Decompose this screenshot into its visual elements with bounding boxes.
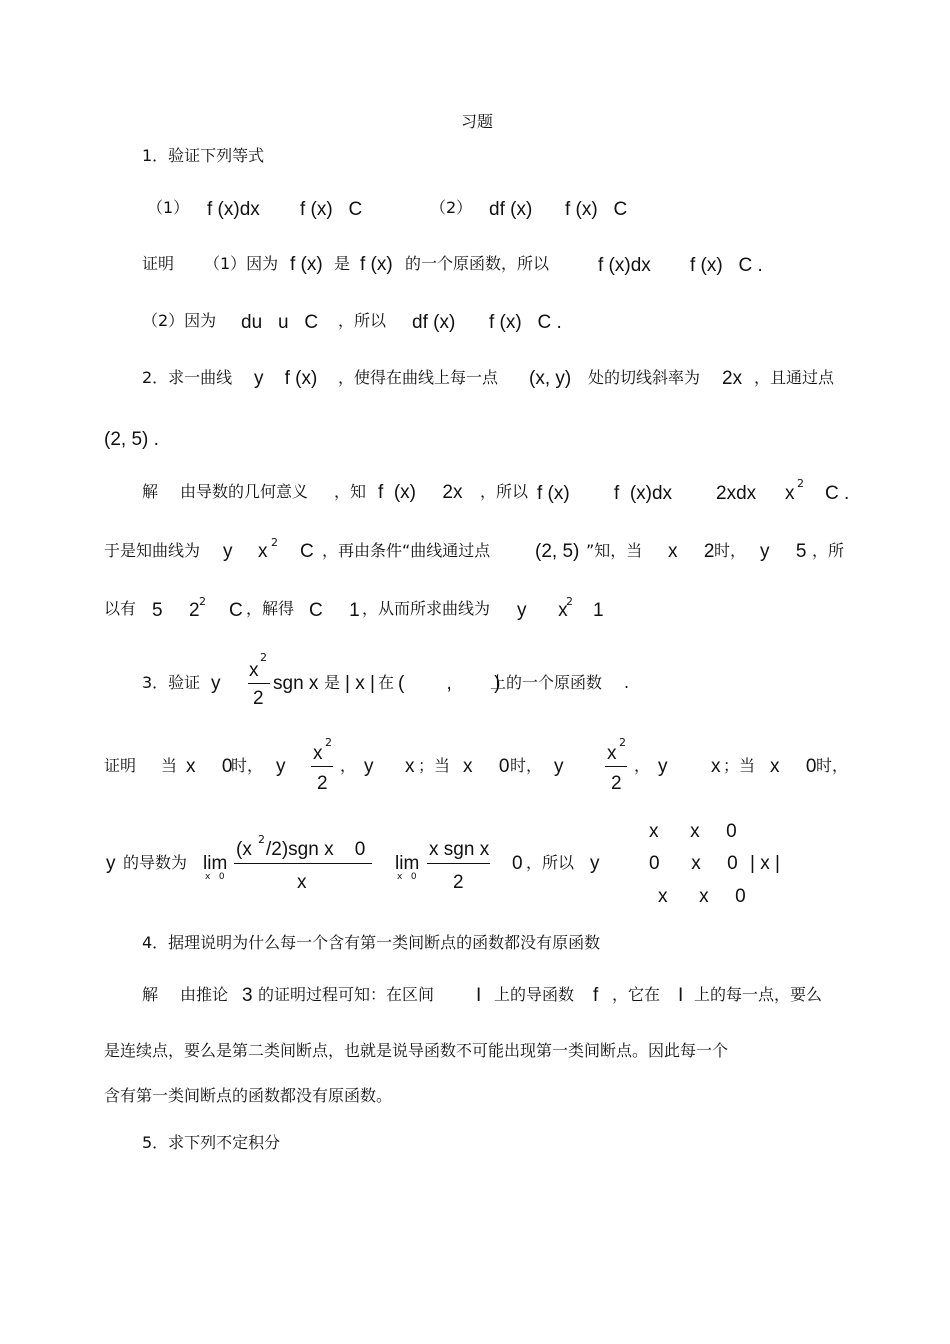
p2-s3-c-eq-1: C 1 xyxy=(309,600,360,621)
p1-part2-label: （2） xyxy=(430,198,473,217)
p1-part1-lhs: f (x)dx xyxy=(207,199,260,220)
p3-d-zero: 0 xyxy=(512,853,523,874)
p3-frac-denominator: 2 xyxy=(253,688,264,709)
p1-proof1-fx-b: f (x) xyxy=(360,254,393,275)
p3-d-y: y xyxy=(106,853,116,874)
p2-s3-text-f: ，从而所求曲线为 xyxy=(362,599,491,618)
p3-frac2-num: x sgn x xyxy=(429,839,490,860)
p4-l3: 含有第一类间断点的函数都没有原函数。 xyxy=(104,1086,393,1105)
p3-frac1-den: x xyxy=(297,872,307,893)
p3-c2-fraction-bar xyxy=(605,766,627,767)
p2-question-curve: y f (x) xyxy=(254,368,318,389)
p3-question-d: 在 xyxy=(378,673,395,692)
p2-s2-point: (2, 5) xyxy=(535,541,580,562)
p2-s2-text-a: 于是知曲线为 xyxy=(104,541,201,560)
p3-c1-d: ， xyxy=(340,756,357,775)
p2-s1-text-a: 由导数的几何意义 xyxy=(180,482,309,501)
p3-frac-numerator: x xyxy=(249,660,259,681)
p3-c2-y2: y xyxy=(658,756,668,777)
p3-c2-y: y xyxy=(554,756,564,777)
p4-l1-c: 的证明过程可知：在区间 xyxy=(258,985,435,1004)
p3-question-abs: | x | xyxy=(345,673,375,694)
p2-s1-integral: f (x)dx xyxy=(614,483,673,504)
p4-l1-g: ，它在 xyxy=(612,985,661,1004)
p3-c3-condition: x 0 xyxy=(770,756,817,777)
p2-s3-curve: y x xyxy=(517,600,568,621)
p2-s2-text-k: ，所 xyxy=(812,541,845,560)
p2-s2-text-i: 时， xyxy=(714,541,747,560)
p2-s2-text-e: ，再由条件“曲线通过点 xyxy=(322,541,491,560)
p3-piecewise-row-2: 0 x 0 xyxy=(649,853,738,874)
p2-question-point: (x, y) xyxy=(529,368,572,389)
p3-c1-den: 2 xyxy=(317,773,328,794)
p2-s1-fx: f (x) xyxy=(537,483,570,504)
p2-question-e: 处的切线斜率为 xyxy=(588,368,701,387)
p3-c2-c: 时， xyxy=(510,756,543,775)
p2-s3-text-a: 以有 xyxy=(104,599,137,618)
p3-c1-y2: y xyxy=(364,756,374,777)
p3-piecewise-row-3: x x 0 xyxy=(658,886,746,907)
page-title: 习题 xyxy=(461,112,494,131)
p2-s1-x: x xyxy=(785,483,795,504)
p4-l1-d: I xyxy=(476,985,482,1006)
p2-s3-text-d: ，解得 xyxy=(246,599,295,618)
p4-l2: 是连续点，要么是第二类间断点，也就是说导函数不可能出现第一类间断点。因此每一个 xyxy=(104,1041,729,1060)
p1-proof2-result: f (x) C . xyxy=(489,312,562,333)
p3-question-b: 是 xyxy=(324,673,341,692)
p1-part2-lhs: df (x) xyxy=(489,199,533,220)
p4-l1-a: 由推论 xyxy=(180,985,229,1004)
p2-s3-exponent-1: 2 xyxy=(199,595,206,608)
p3-question-interval: ( , ) xyxy=(398,673,501,694)
p4-l1-i: 上的每一点，要么 xyxy=(694,985,823,1004)
p1-proof1-text-c: 是 xyxy=(334,254,351,273)
p2-s1-text-d: ，所以 xyxy=(480,482,529,501)
p2-question-c: ，使得在曲线上每一点 xyxy=(338,368,499,387)
p3-question-f: 上的一个原函数 xyxy=(490,673,603,692)
p1-proof-label: 证明 xyxy=(142,254,175,273)
p3-c2-exp: 2 xyxy=(619,736,626,749)
p3-question-y: y xyxy=(211,673,221,694)
p4-l1-e: 上的导函数 xyxy=(494,985,575,1004)
p3-frac1-num2: /2)sgn x 0 xyxy=(266,839,366,860)
p3-lim-1: lim xyxy=(203,853,228,874)
p3-c1-exp: 2 xyxy=(325,736,332,749)
p3-c1-a: 当 xyxy=(161,756,178,775)
p3-c1-fraction-bar xyxy=(311,766,333,767)
p2-s3-const: C xyxy=(229,600,243,621)
p3-piecewise-row-1: x x 0 xyxy=(649,821,737,842)
p3-frac1-bar xyxy=(234,863,372,864)
p3-question-a: 3．验证 xyxy=(142,673,201,692)
p3-lim-2: lim xyxy=(395,853,420,874)
p4-l1-h: I xyxy=(678,985,684,1006)
p1-proof2-integral: du u C xyxy=(241,312,319,333)
p2-solution-label: 解 xyxy=(142,482,159,501)
p3-frac2-bar xyxy=(427,863,490,864)
p2-s2-y: y xyxy=(223,541,233,562)
p1-proof1-fx-a: f (x) xyxy=(290,254,323,275)
problem-5-heading: 5．求下列不定积分 xyxy=(142,1133,281,1152)
p3-frac1-num: (x xyxy=(236,839,252,860)
p1-part1-rhs: f (x) C xyxy=(300,199,363,220)
p1-proof2-text-a: （2）因为 xyxy=(142,311,217,330)
p3-frac-exponent: 2 xyxy=(260,651,267,664)
problem-4-heading: 4．据理说明为什么每一个含有第一类间断点的函数都没有原函数 xyxy=(142,933,601,952)
p3-fraction-bar xyxy=(248,683,270,684)
p2-question-slope: 2x xyxy=(722,368,743,389)
p3-c2-d: ， xyxy=(634,756,651,775)
p2-s3-one: 1 xyxy=(593,600,604,621)
p4-l1-f: f xyxy=(593,985,599,1006)
p1-proof1-integral: f (x)dx xyxy=(598,255,651,276)
p3-frac1-exp: 2 xyxy=(258,833,265,846)
p3-d-text-b: 的导数为 xyxy=(123,853,188,872)
p3-c2-condition: x 0 xyxy=(463,756,510,777)
p2-s2-exponent: 2 xyxy=(271,536,278,549)
p1-proof2-lhs: df (x) xyxy=(412,312,456,333)
p3-c2-x: x xyxy=(711,756,721,777)
p2-s2-x: x xyxy=(258,541,268,562)
p2-s2-const: C xyxy=(300,541,314,562)
p1-proof1-text-a: （1）因为 xyxy=(204,254,279,273)
p3-c1-c: 时， xyxy=(231,756,264,775)
problem-1-heading: 1．验证下列等式 xyxy=(142,146,265,165)
p3-c2-den: 2 xyxy=(611,773,622,794)
p2-s1-2xdx: 2xdx xyxy=(716,483,757,504)
p3-c1-g: ；当 xyxy=(418,756,451,775)
p2-s1-const: C . xyxy=(825,483,850,504)
p2-question-a: 2．求一曲线 xyxy=(142,368,233,387)
p4-l1-b: 3 xyxy=(242,985,253,1006)
p2-question-g: ，且通过点 xyxy=(754,368,835,387)
p3-lim-1-sub: x 0 xyxy=(205,872,225,882)
p3-d-text-d: ，所以 xyxy=(526,853,575,872)
p2-s3-equation: 5 2 xyxy=(152,600,200,621)
p2-s1-text-b: ，知 xyxy=(334,482,367,501)
p2-s2-x-eq-2: x 2 xyxy=(668,541,715,562)
p2-s1-derivative: f (x) 2x xyxy=(378,482,463,503)
p3-c1-y: y xyxy=(276,756,286,777)
p3-c3-c: 时， xyxy=(816,756,849,775)
p3-c1-num: x xyxy=(313,743,323,764)
p3-c1-x: x xyxy=(405,756,415,777)
p2-s2-y-eq-5: y 5 xyxy=(760,541,807,562)
p3-d-abs: | x | xyxy=(750,853,780,874)
p3-c2-num: x xyxy=(607,743,617,764)
p1-proof1-result: f (x) C . xyxy=(690,255,763,276)
p1-part1-label: （1） xyxy=(147,198,190,217)
p3-d-y2: y xyxy=(590,853,600,874)
p2-question-point-25: (2, 5) . xyxy=(104,429,159,450)
p1-proof2-text-c: ，所以 xyxy=(338,311,387,330)
p3-question-sgn: sgn x xyxy=(273,673,319,694)
p2-s2-text-g: ”知，当 xyxy=(586,541,643,560)
p3-c2-g: ；当 xyxy=(723,756,756,775)
p2-s3-exponent-2: 2 xyxy=(566,595,573,608)
p1-proof1-text-e: 的一个原函数，所以 xyxy=(405,254,550,273)
p2-s1-exponent: 2 xyxy=(797,477,804,490)
p1-part2-rhs: f (x) C xyxy=(565,199,628,220)
p4-solution-label: 解 xyxy=(142,985,159,1004)
p3-question-g: . xyxy=(624,673,630,692)
p3-c1-condition: x 0 xyxy=(186,756,233,777)
p3-frac2-den: 2 xyxy=(453,872,464,893)
p3-lim-2-sub: x 0 xyxy=(397,872,417,882)
p3-proof-label: 证明 xyxy=(104,756,137,775)
